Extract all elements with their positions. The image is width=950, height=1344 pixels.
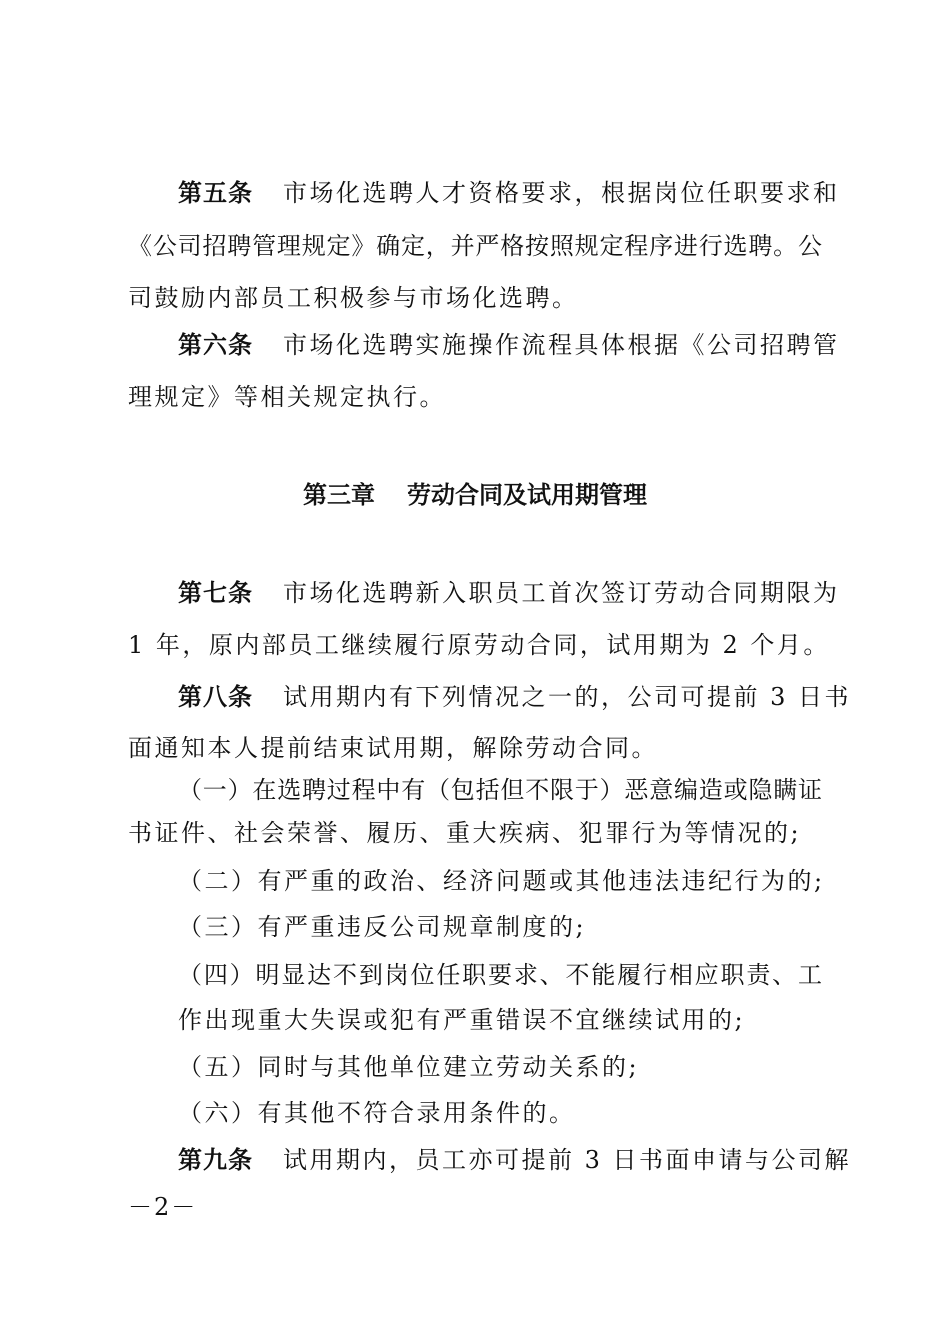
article-8-text: 试用期内有下列情况之一的，公司可提前 3 日书 <box>283 683 852 711</box>
article-6-line-1 <box>178 328 840 362</box>
article-8-item-3: （三）有严重违反公司规章制度的; <box>178 913 587 941</box>
article-5-label: 第五条 <box>178 179 253 207</box>
article-6-text: 市场化选聘实施操作流程具体根据《公司招聘管 <box>283 331 840 359</box>
article-7-line-1 <box>178 576 840 610</box>
article-8-line-2: 面通知本人提前结束试用期，解除劳动合同。 <box>128 734 658 762</box>
chapter-title: 劳动合同及试用期管理 <box>407 481 647 509</box>
article-8-item-4-line-2: 作出现重大失误或犯有严重错误不宜继续试用的; <box>178 1006 746 1034</box>
article-8-line-1 <box>178 680 852 714</box>
article-7-text: 市场化选聘新入职员工首次签订劳动合同期限为 <box>283 579 840 607</box>
chapter-number: 第三章 <box>303 481 375 509</box>
article-8-item-2: （二）有严重的政治、经济问题或其他违法违纪行为的; <box>178 867 825 895</box>
article-7-label: 第七条 <box>178 579 253 607</box>
article-5-line-2: 《公司招聘管理规定》确定，并严格按照规定程序进行选聘。公 <box>128 232 822 260</box>
article-9-text: 试用期内，员工亦可提前 3 日书面申请与公司解 <box>283 1146 852 1174</box>
article-6-line-2: 理规定》等相关规定执行。 <box>128 383 446 411</box>
article-8-item-1-line-2: 书证件、社会荣誉、履历、重大疾病、犯罪行为等情况的; <box>128 819 802 847</box>
article-5-text: 市场化选聘人才资格要求，根据岗位任职要求和 <box>283 179 840 207</box>
article-9-line-1 <box>178 1143 852 1177</box>
article-8-label: 第八条 <box>178 683 253 711</box>
page-number: －2－ <box>128 1193 198 1221</box>
chapter-heading <box>0 478 950 512</box>
article-5-line-3: 司鼓励内部员工积极参与市场化选聘。 <box>128 284 579 312</box>
article-9-label: 第九条 <box>178 1146 253 1174</box>
article-8-item-4-line-1: （四）明显达不到岗位任职要求、不能履行相应职责、工 <box>178 961 822 989</box>
article-5-line-1 <box>178 176 840 210</box>
article-6-label: 第六条 <box>178 331 253 359</box>
article-8-item-6: （六）有其他不符合录用条件的。 <box>178 1099 576 1127</box>
article-8-item-5: （五）同时与其他单位建立劳动关系的; <box>178 1053 640 1081</box>
article-7-line-2: 1 年，原内部员工继续履行原劳动合同，试用期为 2 个月。 <box>128 631 830 659</box>
article-8-item-1-line-1: （一）在选聘过程中有（包括但不限于）恶意编造或隐瞒证 <box>178 776 822 804</box>
